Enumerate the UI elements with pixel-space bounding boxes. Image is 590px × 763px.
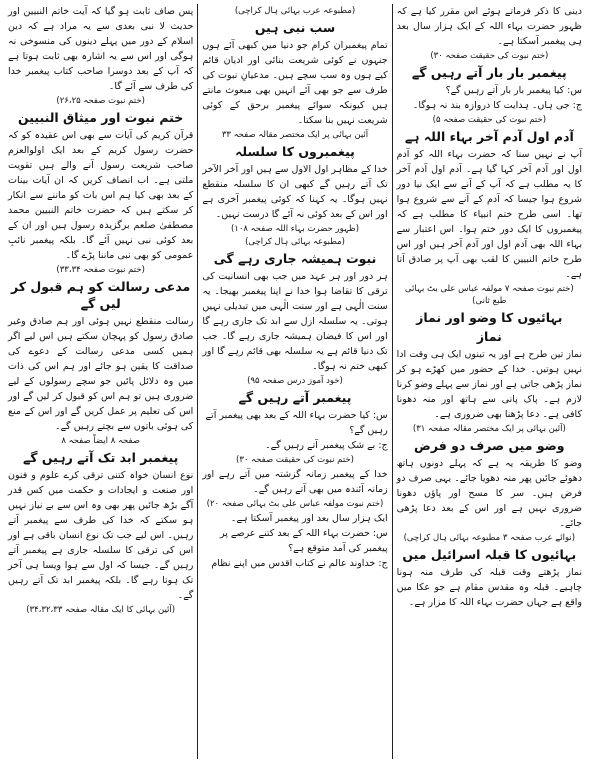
citation: صفحہ ۸ ایضاً صفحہ ۸ — [61, 436, 140, 446]
paragraph: رسالت منقطع نہیں ہوئی اور ہم صادق وغیر صادق رسول کو پہچان سکتے ہیں اس لیے اگر ہمیں کسی مدعی رسالت کے دعوے کی صداقت کا یقین ہو جائے اور ہم اس کی ذات میں وہ دلائل پائیں جو سچے رسولوں کے لیے ضروری ہیں تو ہم اس کو قبول کر لیں گے اور اس کی تعلیم پر عمل کریں گے اور اس کے منع کی ہوئی باتوں سے بچتے رہیں گے۔ — [8, 316, 194, 432]
column-left — [4, 4, 197, 759]
citation: (ختم نبوت کی حقیقت صفحہ ۳۰) — [236, 455, 354, 465]
section-heading: پیغمبروں کا سلسلہ — [235, 144, 355, 159]
paragraph: نماز پڑھتے وقت قبلہ کی طرف منہ ہونا چاہیے۔ قبلہ وہ مقدس مقام ہے جو عکا میں واقع ہے جہاں حضرت بہاء اللہ کا مزار ہے۔ — [396, 567, 582, 608]
paragraph: وضو کا طریقہ یہ ہے کہ پہلے دونوں ہاتھ دھوئے جائیں پھر منہ دھویا جائے۔ یہی صرف دو فرض ہیں۔ سر کا مسح اور پاؤں دھونا ضروری نہیں ہے اور اس کے بعد دعا پڑھی جائے۔ — [396, 458, 582, 529]
citation: (ختم نبوت صفحہ ۷ مولفہ عباس علی بٹ بہائی طبع ثانی) — [404, 284, 574, 306]
section-heading: بہائیوں کا قبلہ اسرائیل میں — [402, 547, 577, 562]
section-heading: پیغمبر آتے رہیں گے — [238, 390, 352, 405]
paragraph: ہر دور اور ہر عہد میں جب بھی انسانیت کی ترقی کا تقاضا ہوا خدا نے اپنا پیغمبر بھیجا۔ یہ سنت الٰہی ہے اور سنت الٰہی میں تبدیلی نہیں ہوتی۔ یہ سلسلہ ازل سے ابد تک جاری رہے گا اور اس کا فیضان ہمیشہ جاری رہے گا۔ جب تک دنیا قائم ہے یہ سلسلہ بھی قائم رہے گا اور کبھی ختم نہ ہوگا۔ — [202, 271, 388, 372]
citation: (ختم نبوت کی حقیقت صفحہ ۳۰) — [430, 51, 549, 61]
section-heading: نبوت ہمیشہ جاری رہے گی — [213, 251, 377, 266]
citation: (ظہور حضرت بہاء اللہ صفحہ ۱۰۸) — [230, 224, 360, 234]
section-heading: بہائیوں کا وضو اور نماز — [416, 310, 563, 325]
qa-line: ج: جی ہاں۔ ہدایت کا دروازہ بند نہ ہوگا۔ — [412, 100, 582, 111]
citation: (ختم نبوت کی حقیقت صفحہ ۵) — [432, 115, 547, 125]
paragraph: دینی کا ذکر فرماتے ہوئے اس مقرر کیا ہے کہ ظہور حضرت بہاء اللہ کے ایک ہزار سال بعد ہی پیغمبر آسکتا ہے۔ — [396, 6, 582, 47]
paragraph: خدا کے پیغمبر زمانہ گزشتہ میں آتے رہے اور زمانہ آئندہ میں بھی آتے رہیں گے۔ — [202, 469, 388, 495]
citation: (آئین بہائی پر ایک مختصر مقالہ صفحہ ۳۱) — [412, 424, 566, 434]
paragraph: تمام پیغمبران کرام جو دنیا میں کبھی آئے ہوں جنہوں نے کوئی شریعت بنائی اور ادیان قائم کیے ہوں وہ سب سچے ہیں۔ مدعیانِ نبوت کی طرف سے جو بھی آئے انہیں بھی مبعوث مانتے ہیں کیونکہ سوائے پیغمبر برحق کے کوئی شریعت نہیں بنا سکتا۔ — [202, 40, 388, 126]
paragraph: پس صاف ثابت ہو گیا کہ آیت خاتم النبیین اور حدیث لا نبی بعدی سے یہ مراد ہے کہ دین اسلام کے دور میں پہلے دینوں کی منسوخی نہ ہوگی اور اس سے یہ اشارہ بھی ثابت ہوتا ہے کہ آپ کے بعد دوسرا صاحب کتاب پیغمبر خدا کی طرف سے آئے گا۔ — [8, 6, 194, 92]
paragraph: آپ نے نہیں سنا کہ حضرت بہاء اللہ کو آدم اول اور آدم آخر کہا گیا ہے۔ آدم اول آدم آخر کا یہ مطلب ہے کہ آپ کے آنے سے ایک نیا دور شروع ہوا جیسا کہ آدم کے آنے سے شروع ہوا تھا۔ اسی طرح ختم انبیاء کا مطلب ہے کہ پیغمبروں کا ایک دور ختم ہوا۔ اس اعتبار سے بہاء اللہ بھی آدم اول اور آدم آخر ہیں اور اس طرح خاتم النبیین کا لقب بھی آپ پر صادق آتا ہے۔ — [396, 149, 582, 280]
citation: (نوائے عرب صفحہ ۳ مطبوعہ بہائی ہال کراچی) — [403, 533, 576, 543]
qa-line: ج: بے شک پیغمبر آتے رہیں گے۔ — [265, 440, 388, 451]
citation: (ختم نبوت مولفہ عباس علی بٹ بہائی صفحہ ۲۰) — [206, 499, 384, 509]
section-heading: مدعی رسالت کو ہم قبول کر لیں گے — [11, 279, 191, 311]
paragraph: خدا کے مظاہر اول الاول سے ہیں اور آخر الآخر تک آتے رہیں گے کبھی ان کا سلسلہ منقطع نہیں ہوگا۔ یہ کہنا کہ کوئی پیغمبر آخری ہے اور اس کے بعد کوئی نہ آئے گا درست نہیں۔ — [202, 164, 388, 220]
citation: (آئین بہائی کا ایک مقالہ صفحہ ۳۴،۳۲،۳۳) — [26, 605, 176, 615]
paragraph: ایک ہزار سال بعد اور پیغمبر آسکتا ہے۔ — [230, 513, 388, 524]
qa-line: س: کیا حضرت بہاء اللہ کے بعد بھی پیغمبر آتے رہیں گے؟ — [205, 410, 388, 436]
section-heading: ختم نبوت اور میثاق النبیین — [18, 110, 184, 125]
section-heading: پیغمبر ابد تک آتے رہیں گے — [22, 450, 179, 465]
section-heading: آدم اول آدم آخر بہاء اللہ ہے — [404, 129, 574, 144]
column-right — [393, 4, 586, 759]
citation: آئین بہائی پر ایک مختصر مقالہ صفحہ ۳۳ — [221, 130, 369, 140]
paragraph: قرآن کریم کی آیات سے بھی اس عقیدہ کو کہ حضرت رسول کریم کے بعد ایک اولوالعزم صاحب شریعت رسول آنے والے ہیں تقویت ملتی ہے۔ اب انصاف کریں کہ ان آیات بینات کے بعد بھی کیا ہم اس بات کو ماننے سے انکار کر سکتے ہیں کہ حضرت خاتم النبیین محمد مصطفیٰ صلعم برگزیدہ رسول ہیں اور ان کے بعد کوئی نبی نہیں آئے گا۔ بلکہ پیغمبر نائبِ عمومی کو بھی نبی ماننا پڑے گا۔ — [8, 130, 194, 261]
column-middle — [198, 4, 391, 759]
qa-line: ج: خداوند عالم نے کتاب اقدس میں اپنے نظام — [211, 558, 388, 569]
section-heading: وضو میں صرف دو فرض — [414, 438, 565, 453]
citation: (مطبوعہ عرب بہائی ہال کراچی) — [234, 6, 356, 16]
qa-line: س: کیا پیغمبر بار بار آتے رہیں گے؟ — [445, 85, 582, 96]
citation: (ختم نبوت صفحہ ۲۶،۲۵) — [56, 96, 145, 106]
section-heading: نماز — [476, 329, 502, 344]
paragraph: نوع انسان خواہ کتنی ترقی کرے علوم و فنون اور صنعت و ایجادات و حکمت میں کس قدر آگے بڑھ جائیں پھر بھی وہ اس سے بے نیاز نہیں ہو سکتے کہ خدا کی طرف سے پیغمبر آتے رہیں۔ اس لیے جب تک نوع انسان باقی ہے اور اس کی ترقی کا سلسلہ جاری ہے پیغمبر آتے رہیں گے۔ جیسا کہ اول سے ہوا ویسا ہی آخر تک ہوتا رہے گا۔ بلکہ پیغمبر ابد تک آتے رہیں گے۔ — [8, 470, 194, 601]
citation: (مطبوعہ بہائی ہال کراچی) — [245, 237, 345, 247]
citation: (خود آموز درس صفحہ ۹۵) — [247, 376, 343, 386]
qa-line: س: حضرت بہاء اللہ کے بعد کتنے عرصے پر پیغمبر کی آمد متوقع ہے؟ — [220, 528, 388, 554]
citation: (ختم نبوت صفحہ ۳۳،۳۴) — [56, 265, 145, 275]
section-heading: سب نبی ہیں — [254, 20, 336, 35]
paragraph: نماز تین طرح ہے اور یہ تینوں ایک ہی وقت ادا نہیں ہوتیں۔ خدا کے حضور میں کھڑے ہو کر نماز پڑھی جاتی ہے اور نماز سے پہلے وضو کرنا لازم ہے۔ پاک پانی سے ہاتھ اور منہ دھونا کافی ہے۔ دعا پڑھنا بھی ضروری ہے۔ — [396, 349, 582, 420]
section-heading: پیغمبر بار بار آتے رہیں گے — [411, 65, 567, 80]
